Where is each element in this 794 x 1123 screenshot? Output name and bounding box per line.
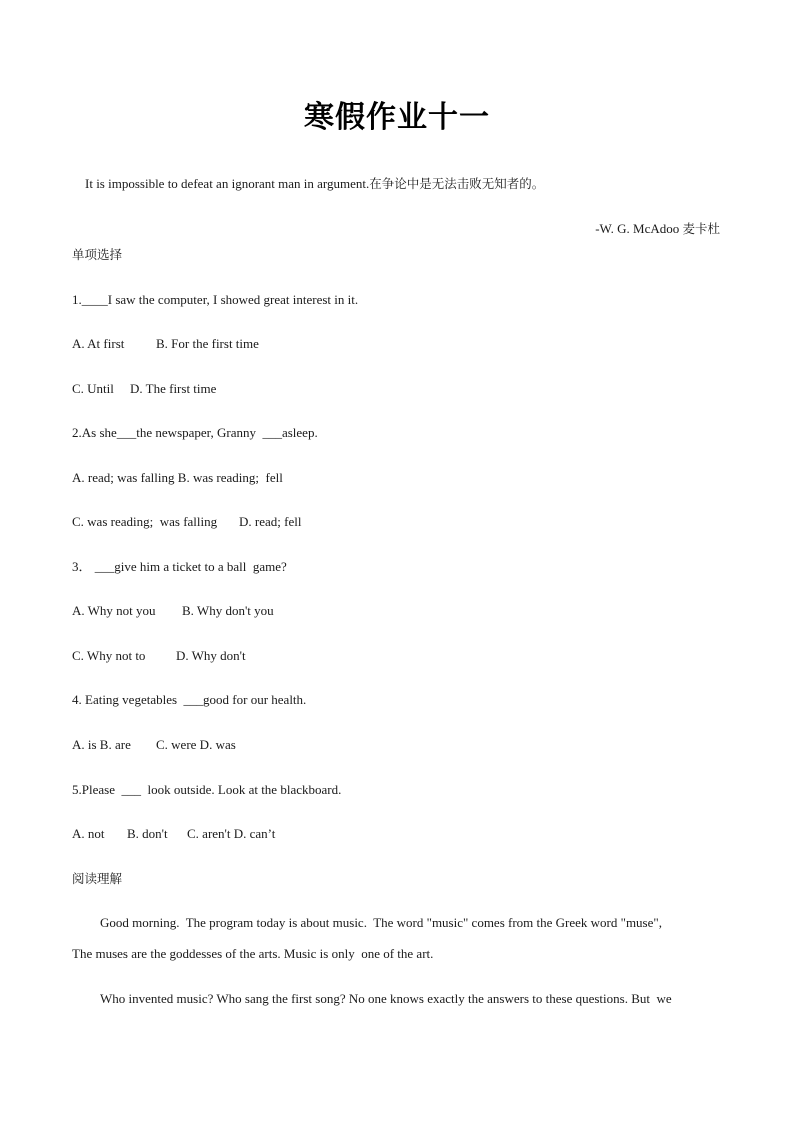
question-1-stem: 1.____I saw the computer, I showed great interest in it. xyxy=(72,292,359,307)
section-heading-reading: 阅读理解 xyxy=(72,871,123,886)
question-3-stem: 3． ___give him a ticket to a ball game? xyxy=(72,559,287,574)
question-1-option-d: D. The first time xyxy=(130,381,217,396)
question-3-option-b: B. Why don't you xyxy=(182,603,274,618)
question-2-option-c: C. was reading; was falling xyxy=(72,514,218,529)
question-2-options-row-1 xyxy=(72,469,283,487)
question-4-option-cd: C. were D. was xyxy=(156,737,236,752)
quote-author-cn: 麦卡杜 xyxy=(682,221,720,236)
quote-english: It is impossible to defeat an ignorant man in argument. xyxy=(85,176,370,191)
question-1-options-row-1 xyxy=(72,335,259,353)
page-title: 寒假作业十一 xyxy=(304,100,490,135)
question-4-stem: 4. Eating vegetables ___good for our health. xyxy=(72,692,307,707)
question-3-option-c: C. Why not to xyxy=(72,648,146,663)
quote-chinese: 在争论中是无法击败无知者的。 xyxy=(369,176,545,191)
question-3-option-d: D. Why don't xyxy=(176,648,246,663)
question-5-stem: 5.Please ___ look outside. Look at the blackboard. xyxy=(72,782,342,797)
question-5-options-row-1 xyxy=(72,825,275,843)
question-2-option-d: D. read; fell xyxy=(239,514,302,529)
question-2-options-row-2 xyxy=(72,513,301,531)
quote-author xyxy=(582,202,720,256)
quote-line xyxy=(72,157,544,211)
section-heading-single-choice: 单项选择 xyxy=(72,247,123,262)
question-4-option-ab: A. is B. are xyxy=(72,737,131,752)
question-2-option-ab: A. read; was falling B. was reading; fell xyxy=(72,470,283,485)
question-2-stem: 2.As she___the newspaper, Granny ___asleep. xyxy=(72,425,318,440)
reading-paragraph-1-line-1: Good morning. The program today is about music. The word "music" comes from the Greek word "muse", xyxy=(100,915,662,930)
question-3-options-row-1 xyxy=(72,602,274,620)
reading-paragraph-1-line-2: The muses are the goddesses of the arts. Music is only one of the art. xyxy=(72,946,434,961)
question-5-option-cd: C. aren't D. can’t xyxy=(187,826,276,841)
question-4-options-row-1 xyxy=(72,736,236,754)
quote-author-en: -W. G. McAdoo xyxy=(595,221,683,236)
question-5-option-a: A. not xyxy=(72,826,105,841)
question-1-option-c: C. Until xyxy=(72,381,114,396)
question-3-option-a: A. Why not you xyxy=(72,603,156,618)
question-1-options-row-2 xyxy=(72,380,216,398)
question-5-option-b: B. don't xyxy=(127,826,168,841)
question-1-option-b: B. For the first time xyxy=(156,336,259,351)
question-1-option-a: A. At first xyxy=(72,336,125,351)
reading-paragraph-2-line-1: Who invented music? Who sang the first song? No one knows exactly the answers to these questions. But we xyxy=(100,991,672,1006)
question-3-options-row-2 xyxy=(72,647,246,665)
